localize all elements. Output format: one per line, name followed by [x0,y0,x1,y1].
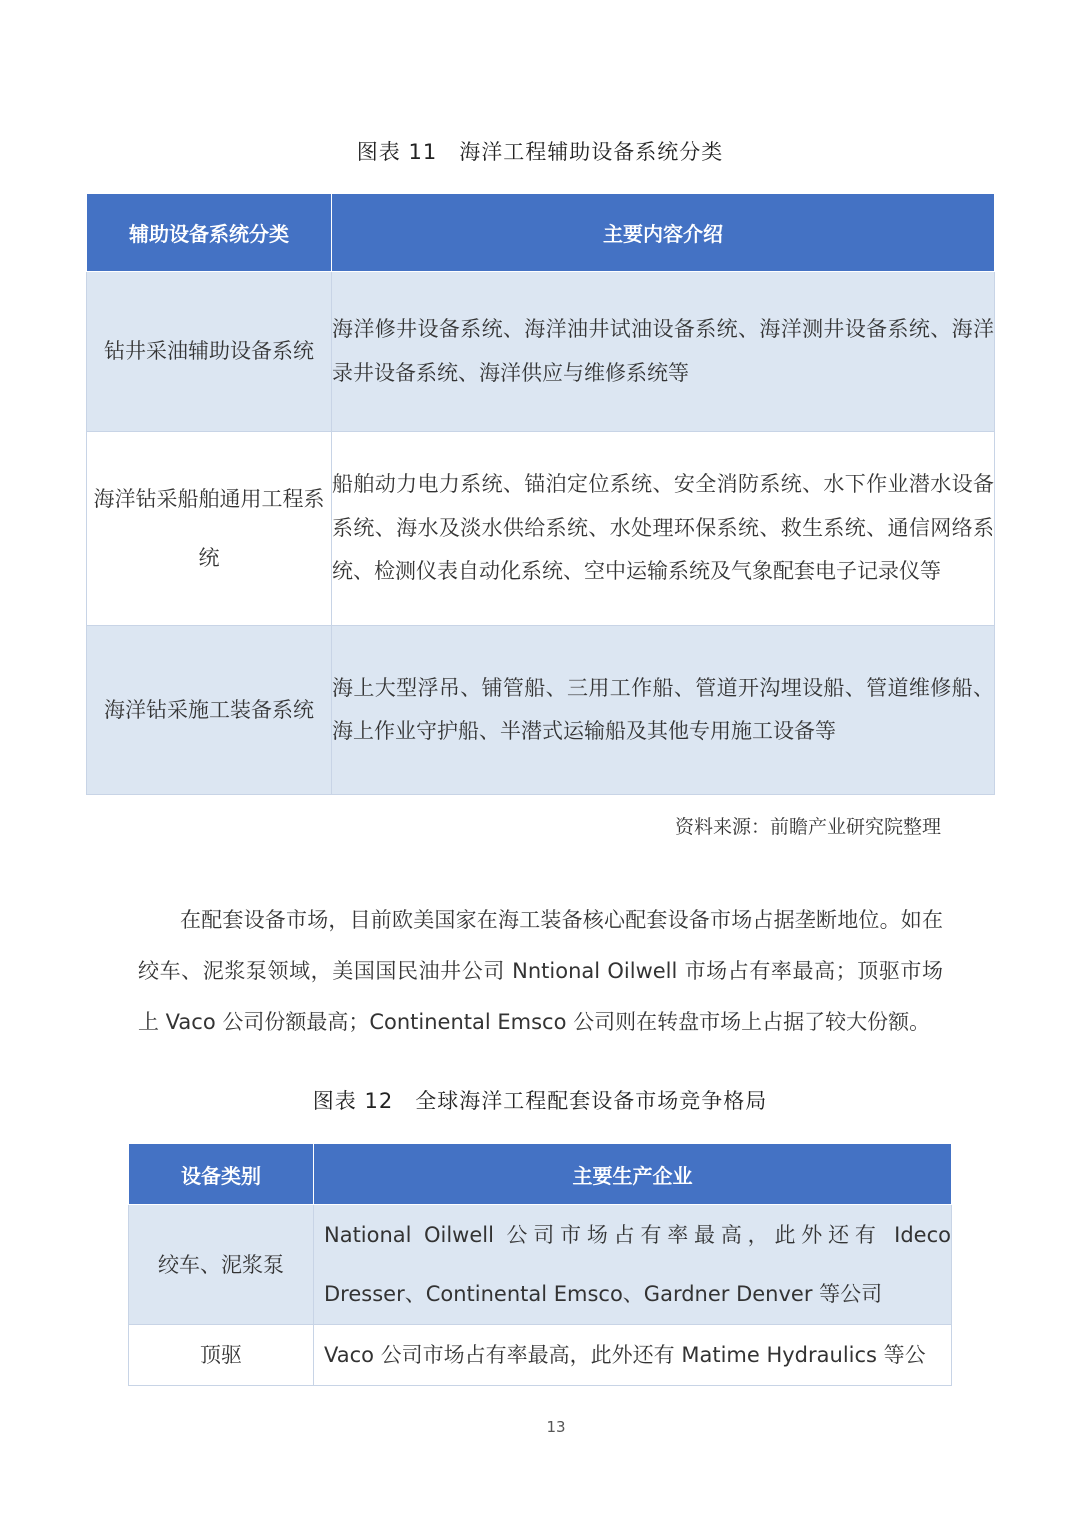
table1-row2-content: 船舶动力电力系统、锚泊定位系统、安全消防系统、水下作业潜水设备系统、海水及淡水供给系统、水处理环保系统、救生系统、通信网络系统、检测仪表自动化系统、空中运输系统及气象配套电子记录仪等 [332,432,995,626]
table1-source-note: 资料来源：前瞻产业研究院整理 [674,816,941,838]
table2-caption-title: 全球海洋工程配套设备市场竞争格局 [415,1089,768,1113]
market-competition-table [128,1143,952,1386]
table1-header-category: 辅助设备系统分类 [87,194,332,272]
page-number: 13 [546,1418,566,1436]
table1-caption-number: 图表 11 [356,140,438,164]
table1-row3-category: 海洋钻采施工装备系统 [87,626,332,795]
table1-row1-category: 钻井采油辅助设备系统 [87,272,332,432]
table-row [129,1325,952,1386]
table2-row2-content: Vaco 公司市场占有率最高，此外还有 Matime Hydraulics 等公 [314,1325,952,1386]
table1-header-content: 主要内容介绍 [332,194,995,272]
table2-row2-category: 顶驱 [129,1325,314,1386]
table2-header-content: 主要生产企业 [314,1144,952,1205]
table2-caption-number: 图表 12 [312,1089,394,1113]
table-row [87,626,995,795]
table-row [129,1205,952,1325]
table2-header-category: 设备类别 [129,1144,314,1205]
table1-caption-title: 海洋工程辅助设备系统分类 [459,140,724,164]
auxiliary-equipment-table [86,193,995,795]
table1-row1-content: 海洋修井设备系统、海洋油井试油设备系统、海洋测井设备系统、海洋录井设备系统、海洋供应与维修系统等 [332,272,995,432]
table2-row1-content: National Oilwell 公司市场占有率最高，此外还有 Ideco Dresser、Continental Emsco、Gardner Denver 等公司 [314,1205,952,1325]
table2-caption [0,1085,1080,1115]
table1-row2-category: 海洋钻采船舶通用工程系统 [87,432,332,626]
table2-row1-category: 绞车、泥浆泵 [129,1205,314,1325]
table1-row3-content: 海上大型浮吊、铺管船、三用工作船、管道开沟埋设船、管道维修船、海上作业守护船、半潜式运输船及其他专用施工设备等 [332,626,995,795]
table-row [87,272,995,432]
body-paragraph: 在配套设备市场，目前欧美国家在海工装备核心配套设备市场占据垄断地位。如在绞车、泥浆泵领域，美国国民油井公司 Nntional Oilwell 市场占有率最高；顶驱市场上 Vaco 公司份额最高；Continental Emsco 公司则在转盘市场上占据了较大份额。 [138,908,943,1034]
table1-caption [0,136,1080,166]
table-row [87,432,995,626]
